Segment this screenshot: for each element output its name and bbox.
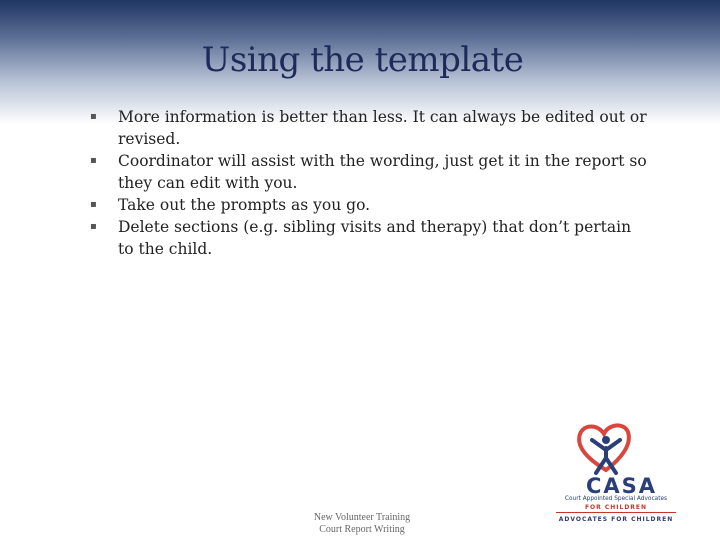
bullet-text: Coordinator will assist with the wording, just get it in the report so they can edit with you. (118, 152, 647, 192)
list-item (90, 194, 650, 216)
bullet-text: Take out the prompts as you go. (118, 196, 371, 214)
logo-subtag: FOR CHILDREN (584, 504, 648, 511)
footer (262, 512, 462, 536)
bullet-icon: ▪ (90, 155, 97, 166)
logo-divider (556, 512, 676, 513)
bullet-list (90, 106, 650, 260)
list-item (90, 216, 650, 260)
logo-brand: CASA (586, 474, 658, 498)
logo-tagline: Court Appointed Special Advocates (564, 496, 668, 502)
bullet-icon: ▪ (90, 111, 97, 122)
heart-figure-icon (546, 418, 686, 478)
logo-bottom-text: ADVOCATES FOR CHILDREN (558, 516, 674, 523)
slide-title: Using the template (201, 40, 524, 80)
list-item (90, 150, 650, 194)
bullet-text: Delete sections (e.g. sibling visits and therapy) that don’t pertain to the child. (118, 218, 632, 258)
footer-line-1: New Volunteer Training (313, 512, 411, 523)
bullet-icon: ▪ (90, 199, 97, 210)
footer-line-2: Court Report Writing (319, 524, 405, 535)
casa-logo (546, 418, 686, 526)
bullet-text: More information is better than less. It can always be edited out or revised. (118, 108, 647, 148)
bullet-icon: ▪ (90, 221, 97, 232)
list-item (90, 106, 650, 150)
